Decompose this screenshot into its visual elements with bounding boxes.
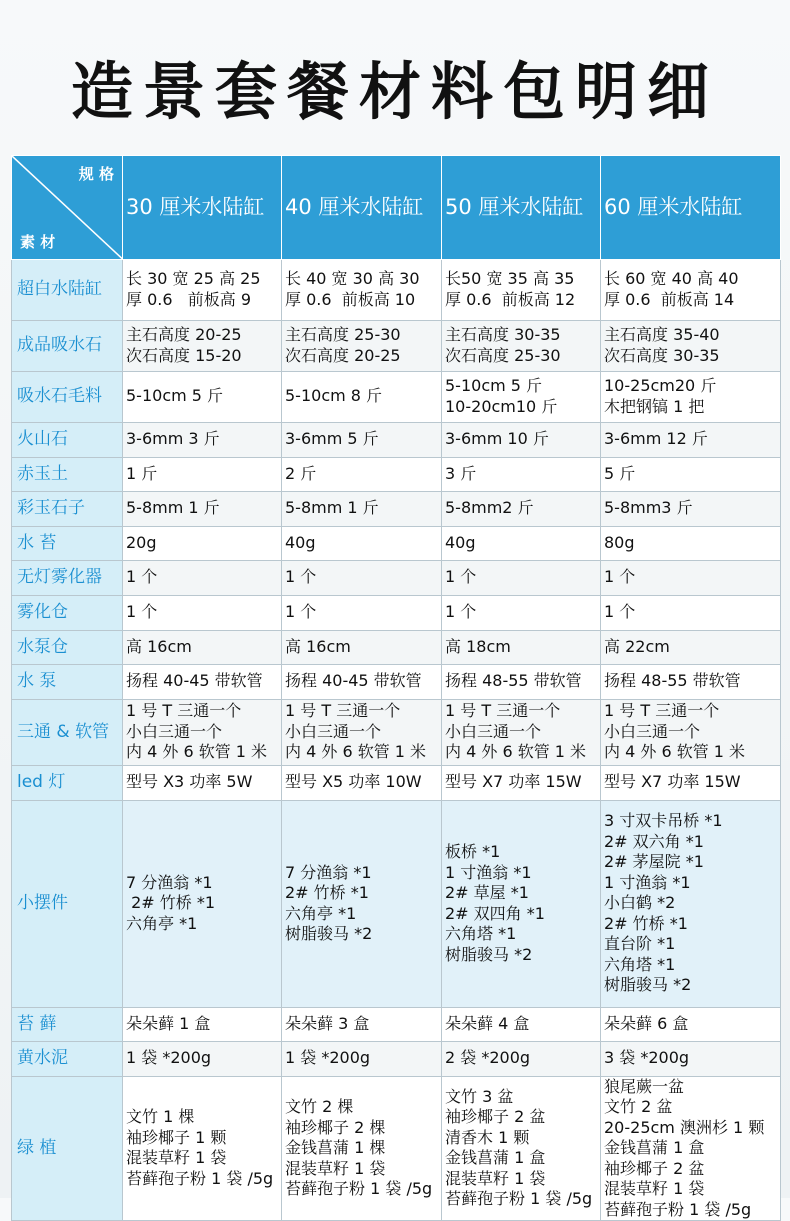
table-cell: 长50 宽 35 高 35 厚 0.6 前板高 12 — [442, 259, 601, 320]
table-row — [12, 699, 781, 765]
table-cell: 扬程 40-45 带软管 — [123, 664, 282, 699]
table-cell: 3 寸双卡吊桥 *1 2# 双六角 *1 2# 茅屋院 *1 1 寸渔翁 *1 小白鹤 *2 2# 竹桥 *1 直台阶 *1 六角塔 *1 树脂骏马 *2 — [601, 800, 781, 1007]
table-cell: 狼尾蕨一盆 文竹 2 盆 20-25cm 澳洲杉 1 颗 金钱菖蒲 1 盒 袖珍椰子 2 盆 混装草籽 1 袋 苔藓孢子粉 1 袋 /5g — [601, 1076, 781, 1221]
table-cell: 1 个 — [442, 595, 601, 630]
table-cell: 型号 X5 功率 10W — [282, 765, 442, 800]
header-40cm: 40 厘米水陆缸 — [282, 156, 442, 260]
table-cell: 朵朵藓 6 盒 — [601, 1007, 781, 1041]
table-cell: 3 斤 — [442, 457, 601, 491]
table-cell: 3-6mm 12 斤 — [601, 422, 781, 457]
table-cell: 1 号 T 三通一个 小白三通一个 内 4 外 6 软管 1 米 — [442, 699, 601, 765]
table-row — [12, 1007, 781, 1041]
table-cell: 1 个 — [442, 560, 601, 595]
table-cell: 文竹 2 棵 袖珍椰子 2 棵 金钱菖蒲 1 棵 混装草籽 1 袋 苔藓孢子粉 1 袋 /5g — [282, 1076, 442, 1221]
table-cell: 1 个 — [123, 560, 282, 595]
table-cell: 1 个 — [123, 595, 282, 630]
table-cell: 长 40 宽 30 高 30 厚 0.6 前板高 10 — [282, 259, 442, 320]
table-cell: 1 号 T 三通一个 小白三通一个 内 4 外 6 软管 1 米 — [123, 699, 282, 765]
row-label: 超白水陆缸 — [12, 259, 123, 320]
table-cell: 3-6mm 3 斤 — [123, 422, 282, 457]
table-cell: 长 60 宽 40 高 40 厚 0.6 前板高 14 — [601, 259, 781, 320]
table-cell: 5-10cm 5 斤 10-20cm10 斤 — [442, 371, 601, 422]
row-label: 黄水泥 — [12, 1041, 123, 1076]
table-cell: 扬程 48-55 带软管 — [442, 664, 601, 699]
table-cell: 主石高度 35-40 次石高度 30-35 — [601, 320, 781, 371]
table-cell: 5-8mm2 斤 — [442, 491, 601, 526]
table-row — [12, 800, 781, 1007]
row-label: 彩玉石子 — [12, 491, 123, 526]
table-cell: 1 袋 *200g — [282, 1041, 442, 1076]
table-cell: 板桥 *1 1 寸渔翁 *1 2# 草屋 *1 2# 双四角 *1 六角塔 *1 树脂骏马 *2 — [442, 800, 601, 1007]
table-cell: 1 斤 — [123, 457, 282, 491]
row-label: 成品吸水石 — [12, 320, 123, 371]
header-30cm: 30 厘米水陆缸 — [123, 156, 282, 260]
table-cell: 1 个 — [282, 560, 442, 595]
table-row — [12, 422, 781, 457]
table-row — [12, 560, 781, 595]
table-cell: 5-8mm 1 斤 — [282, 491, 442, 526]
table-cell: 5 斤 — [601, 457, 781, 491]
header-row — [12, 156, 781, 260]
row-label: 火山石 — [12, 422, 123, 457]
row-label: led 灯 — [12, 765, 123, 800]
table-cell: 1 号 T 三通一个 小白三通一个 内 4 外 6 软管 1 米 — [601, 699, 781, 765]
table-row — [12, 371, 781, 422]
row-label: 绿 植 — [12, 1076, 123, 1221]
row-label: 水 苔 — [12, 526, 123, 560]
table-row — [12, 320, 781, 371]
row-label: 三通 & 软管 — [12, 699, 123, 765]
table-row — [12, 630, 781, 664]
header-50cm: 50 厘米水陆缸 — [442, 156, 601, 260]
table-cell: 5-10cm 5 斤 — [123, 371, 282, 422]
table-body — [12, 259, 781, 1221]
row-label: 水 泵 — [12, 664, 123, 699]
table-cell: 3-6mm 5 斤 — [282, 422, 442, 457]
table-cell: 1 个 — [601, 560, 781, 595]
table-cell: 高 16cm — [123, 630, 282, 664]
table-cell: 长 30 宽 25 高 25 厚 0.6 前板高 9 — [123, 259, 282, 320]
table-row — [12, 259, 781, 320]
table-cell: 5-8mm3 斤 — [601, 491, 781, 526]
header-60cm: 60 厘米水陆缸 — [601, 156, 781, 260]
table-cell: 10-25cm20 斤 木把钢镐 1 把 — [601, 371, 781, 422]
table-cell: 2 斤 — [282, 457, 442, 491]
row-label: 苔 藓 — [12, 1007, 123, 1041]
materials-table — [11, 155, 781, 1221]
table-cell: 主石高度 25-30 次石高度 20-25 — [282, 320, 442, 371]
table-cell: 7 分渔翁 *1 2# 竹桥 *1 六角亭 *1 — [123, 800, 282, 1007]
table-cell: 1 袋 *200g — [123, 1041, 282, 1076]
table-cell: 主石高度 30-35 次石高度 25-30 — [442, 320, 601, 371]
table-row — [12, 664, 781, 699]
table-row — [12, 491, 781, 526]
table-cell: 高 22cm — [601, 630, 781, 664]
row-label: 水泵仓 — [12, 630, 123, 664]
table-cell: 2 袋 *200g — [442, 1041, 601, 1076]
row-label: 赤玉土 — [12, 457, 123, 491]
table-cell: 5-10cm 8 斤 — [282, 371, 442, 422]
table-cell: 高 16cm — [282, 630, 442, 664]
table-row — [12, 1041, 781, 1076]
row-label: 雾化仓 — [12, 595, 123, 630]
table-cell: 朵朵藓 4 盒 — [442, 1007, 601, 1041]
table-cell: 80g — [601, 526, 781, 560]
row-label: 吸水石毛料 — [12, 371, 123, 422]
row-label: 无灯雾化器 — [12, 560, 123, 595]
table-cell: 5-8mm 1 斤 — [123, 491, 282, 526]
table-cell: 文竹 1 棵 袖珍椰子 1 颗 混装草籽 1 袋 苔藓孢子粉 1 袋 /5g — [123, 1076, 282, 1221]
table-cell: 朵朵藓 1 盒 — [123, 1007, 282, 1041]
table-cell: 扬程 48-55 带软管 — [601, 664, 781, 699]
corner-material-label: 素 材 — [20, 233, 56, 251]
table-cell: 型号 X7 功率 15W — [601, 765, 781, 800]
table-cell: 40g — [282, 526, 442, 560]
table-row — [12, 765, 781, 800]
table-cell: 20g — [123, 526, 282, 560]
table-cell: 型号 X7 功率 15W — [442, 765, 601, 800]
table-row — [12, 1076, 781, 1221]
corner-header-cell — [12, 156, 123, 260]
table-cell: 3 袋 *200g — [601, 1041, 781, 1076]
table-cell: 文竹 3 盆 袖珍椰子 2 盆 清香木 1 颗 金钱菖蒲 1 盒 混装草籽 1 袋 苔藓孢子粉 1 袋 /5g — [442, 1076, 601, 1221]
table-row — [12, 526, 781, 560]
table-cell: 1 号 T 三通一个 小白三通一个 内 4 外 6 软管 1 米 — [282, 699, 442, 765]
page-title: 造景套餐材料包明细 — [70, 55, 719, 128]
table-cell: 1 个 — [601, 595, 781, 630]
table-cell: 40g — [442, 526, 601, 560]
table-cell: 朵朵藓 3 盒 — [282, 1007, 442, 1041]
table-cell: 1 个 — [282, 595, 442, 630]
row-label: 小摆件 — [12, 800, 123, 1007]
table-cell: 扬程 40-45 带软管 — [282, 664, 442, 699]
table-cell: 型号 X3 功率 5W — [123, 765, 282, 800]
table-row — [12, 595, 781, 630]
table-cell: 7 分渔翁 *1 2# 竹桥 *1 六角亭 *1 树脂骏马 *2 — [282, 800, 442, 1007]
table-row — [12, 457, 781, 491]
table-cell: 高 18cm — [442, 630, 601, 664]
table-cell: 主石高度 20-25 次石高度 15-20 — [123, 320, 282, 371]
table-cell: 3-6mm 10 斤 — [442, 422, 601, 457]
corner-spec-label: 规 格 — [78, 165, 114, 183]
